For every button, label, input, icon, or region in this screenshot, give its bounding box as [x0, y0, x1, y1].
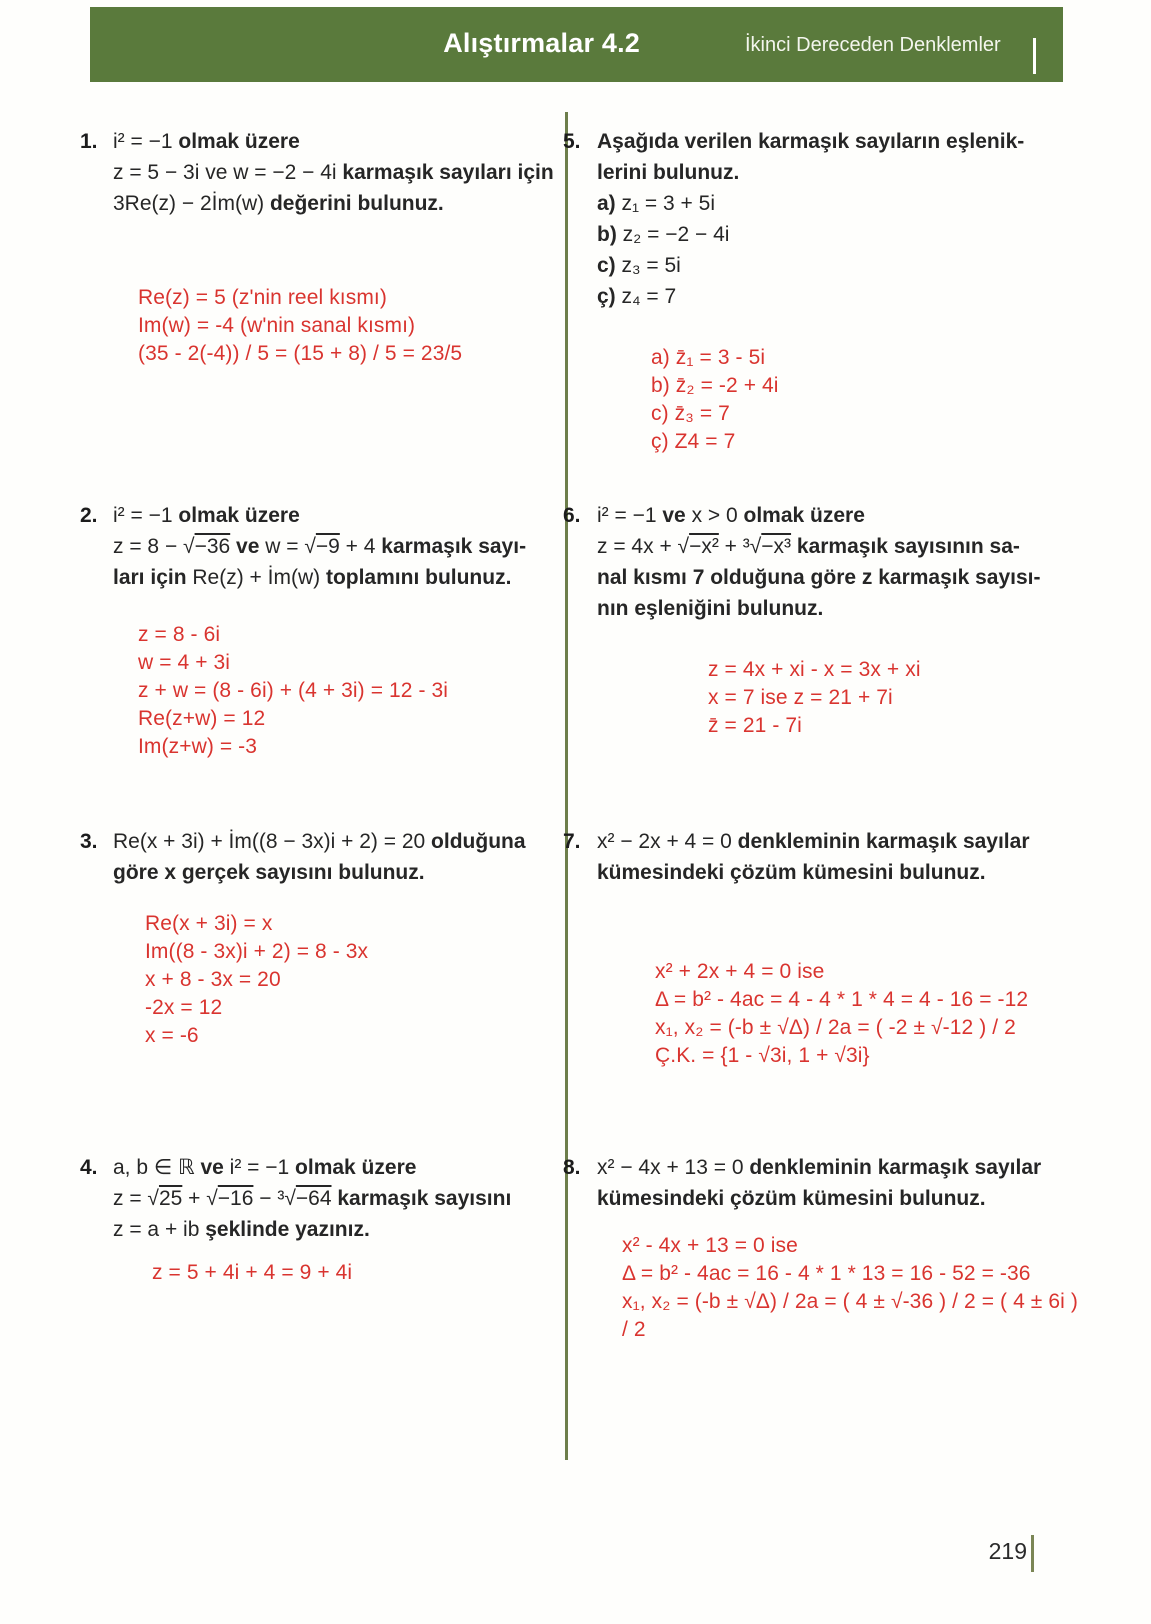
- question-line: a) z₁ = 3 + 5i: [597, 192, 715, 215]
- question-number: 6.: [563, 504, 581, 527]
- question-line: b) z₂ = −2 − 4i: [597, 223, 730, 246]
- handwritten-answer-3: [145, 910, 368, 1050]
- handwritten-answer-6: [708, 656, 921, 740]
- answer-line: x = 7 ise z = 21 + 7i: [708, 686, 893, 709]
- answer-line: x² + 2x + 4 = 0 ise: [655, 960, 825, 983]
- question-text: [113, 826, 526, 888]
- answer-line: / 2: [622, 1318, 646, 1341]
- question-line: ç) z₄ = 7: [597, 285, 677, 308]
- header-bar: [90, 7, 1063, 82]
- question-number: 5.: [563, 130, 581, 153]
- answer-line: Re(z) = 5 (z'nin reel kısmı): [138, 286, 387, 309]
- question-line: kümesindeki çözüm kümesini bulunuz.: [597, 1187, 986, 1210]
- question-6: [563, 500, 1041, 624]
- question-line: Aşağıda verilen karmaşık sayıların eşlenik-: [597, 130, 1025, 153]
- page-number: 219: [988, 1538, 1027, 1564]
- answer-line: b) z̄₂ = -2 + 4i: [651, 374, 779, 397]
- answer-line: Im(z+w) = -3: [138, 735, 258, 758]
- answer-line: z̄ = 21 - 7i: [708, 714, 802, 737]
- header-divider-line: [1033, 38, 1036, 74]
- handwritten-answer-1: [138, 284, 462, 368]
- question-1: [80, 126, 554, 219]
- answer-line: a) z̄₁ = 3 - 5i: [651, 346, 766, 369]
- question-line: nal kısmı 7 olduğuna göre z karmaşık sayısı-: [597, 566, 1041, 589]
- question-line: z = 8 − √−36 ve w = √−9 + 4 karmaşık sayı-: [113, 535, 527, 558]
- question-5: [563, 126, 1024, 312]
- question-7: [563, 826, 1030, 888]
- question-line: z = a + ib şeklinde yazınız.: [113, 1218, 370, 1241]
- question-number: 2.: [80, 504, 98, 527]
- question-number: 7.: [563, 830, 581, 853]
- handwritten-answer-5: [651, 344, 779, 456]
- answer-line: x² - 4x + 13 = 0 ise: [622, 1234, 798, 1257]
- question-8: [563, 1152, 1041, 1214]
- question-line: z = √25 + √−16 − ³√−64 karmaşık sayısını: [113, 1187, 512, 1210]
- answer-line: Δ = b² - 4ac = 16 - 4 * 1 * 13 = 16 - 52 = -36: [622, 1262, 1031, 1285]
- question-line: i² = −1 olmak üzere: [113, 504, 300, 527]
- question-line: c) z₃ = 5i: [597, 254, 681, 277]
- question-2: [80, 500, 526, 593]
- answer-line: z = 5 + 4i + 4 = 9 + 4i: [152, 1261, 353, 1284]
- question-line: i² = −1 olmak üzere: [113, 130, 300, 153]
- column-divider: [565, 112, 568, 1460]
- question-text: [597, 826, 1030, 888]
- page-number-divider: [1031, 1535, 1034, 1572]
- question-number: 3.: [80, 830, 98, 853]
- answer-line: z + w = (8 - 6i) + (4 + 3i) = 12 - 3i: [138, 679, 449, 702]
- question-number: 4.: [80, 1156, 98, 1179]
- question-line: göre x gerçek sayısını bulunuz.: [113, 861, 425, 884]
- question-line: Re(x + 3i) + İm((8 − 3x)i + 2) = 20 olduğuna: [113, 830, 526, 853]
- answer-line: z = 8 - 6i: [138, 623, 221, 646]
- answer-line: Δ = b² - 4ac = 4 - 4 * 1 * 4 = 4 - 16 = -12: [655, 988, 1029, 1011]
- question-number: 1.: [80, 130, 98, 153]
- answer-line: (35 - 2(-4)) / 5 = (15 + 8) / 5 = 23/5: [138, 342, 463, 365]
- answer-line: Im(w) = -4 (w'nin sanal kısmı): [138, 314, 416, 337]
- question-text: [113, 500, 526, 593]
- header-subtitle: İkinci Dereceden Denklemler: [745, 34, 1001, 56]
- question-line: i² = −1 ve x > 0 olmak üzere: [597, 504, 865, 527]
- question-3: [80, 826, 526, 888]
- handwritten-answer-4: [152, 1259, 352, 1287]
- answer-line: z = 4x + xi - x = 3x + xi: [708, 658, 921, 681]
- answer-line: Ç.K. = {1 - √3i, 1 + √3i}: [655, 1044, 870, 1067]
- answer-line: Re(x + 3i) = x: [145, 912, 273, 935]
- answer-line: Im((8 - 3x)i + 2) = 8 - 3x: [145, 940, 369, 963]
- page-title: Alıştırmalar 4.2: [443, 28, 640, 58]
- answer-line: x + 8 - 3x = 20: [145, 968, 281, 991]
- answer-line: x₁, x₂ = (-b ± √Δ) / 2a = ( -2 ± √-12 ) / 2: [655, 1016, 1016, 1039]
- question-text: [597, 500, 1041, 624]
- question-number: 8.: [563, 1156, 581, 1179]
- question-line: nın eşleniğini bulunuz.: [597, 597, 824, 620]
- question-line: ları için Re(z) + İm(w) toplamını bulunuz.: [113, 566, 512, 589]
- question-line: x² − 2x + 4 = 0 denkleminin karmaşık sayılar: [597, 830, 1030, 853]
- question-line: lerini bulunuz.: [597, 161, 740, 184]
- question-text: [597, 126, 1024, 312]
- question-4: [80, 1152, 511, 1245]
- question-text: [113, 126, 554, 219]
- question-text: [597, 1152, 1041, 1214]
- question-line: 3Re(z) − 2İm(w) değerini bulunuz.: [113, 192, 444, 215]
- handwritten-answer-2: [138, 621, 448, 761]
- answer-line: ç) Z4 = 7: [651, 430, 736, 453]
- answer-line: x₁, x₂ = (-b ± √Δ) / 2a = ( 4 ± √-36 ) / 2 = ( 4 ± 6i ): [622, 1290, 1078, 1313]
- question-line: z = 4x + √−x² + ³√−x³ karmaşık sayısının sa-: [597, 535, 1020, 558]
- answer-line: c) z̄₃ = 7: [651, 402, 730, 425]
- answer-line: x = -6: [145, 1024, 199, 1047]
- answer-line: Re(z+w) = 12: [138, 707, 266, 730]
- answer-line: w = 4 + 3i: [138, 651, 231, 674]
- answer-line: -2x = 12: [145, 996, 223, 1019]
- question-text: [113, 1152, 511, 1245]
- question-line: kümesindeki çözüm kümesini bulunuz.: [597, 861, 986, 884]
- handwritten-answer-7: [655, 958, 1028, 1070]
- question-line: x² − 4x + 13 = 0 denkleminin karmaşık sayılar: [597, 1156, 1042, 1179]
- question-line: a, b ∈ ℝ ve i² = −1 olmak üzere: [113, 1156, 417, 1179]
- question-line: z = 5 − 3i ve w = −2 − 4i karmaşık sayıları için: [113, 161, 554, 184]
- handwritten-answer-8: [622, 1232, 1078, 1344]
